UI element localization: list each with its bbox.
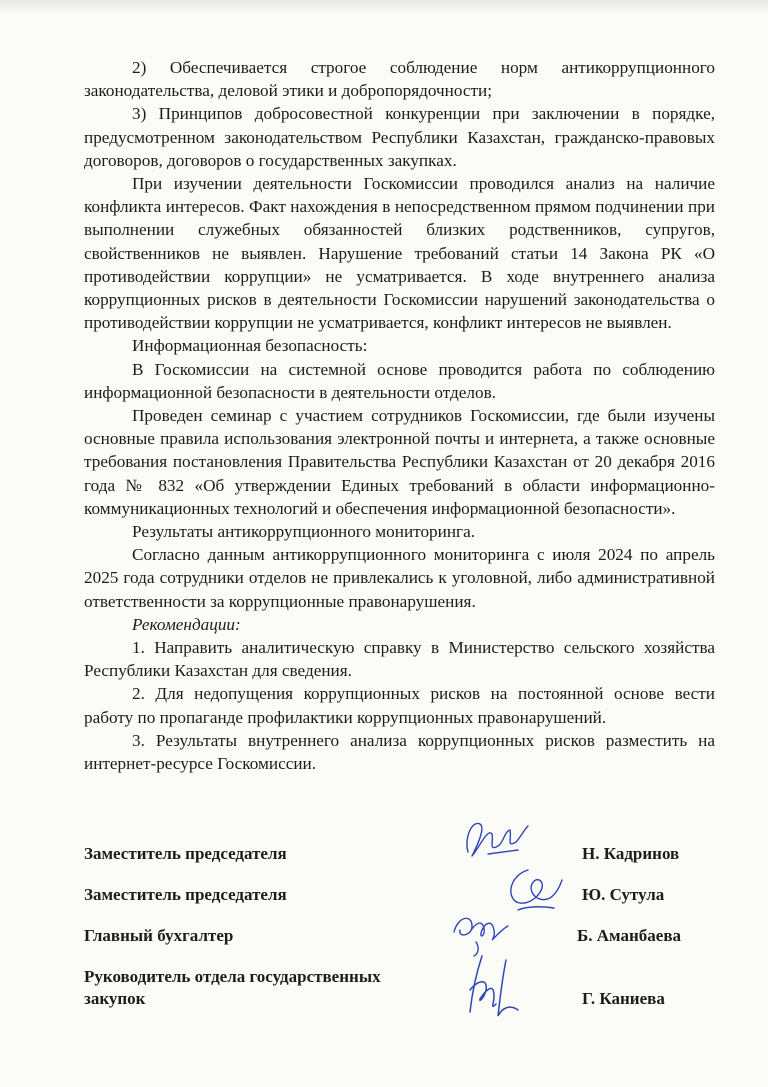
signatory-name: Н. Кадринов xyxy=(582,844,680,863)
signatory-name: Г. Каниева xyxy=(582,989,665,1008)
heading-recommendations: Рекомендации: xyxy=(132,614,241,634)
signatory-title: Руководитель отдела государственных закупок xyxy=(84,967,381,1008)
heading-info-security: Информационная безопасность: xyxy=(132,336,368,356)
document-body xyxy=(84,56,715,775)
scan-edge xyxy=(0,0,768,14)
paragraph-competition: 3) Принципов добросовестной конкуренции при заключении в порядке, предусмотренном законодательством Республики Казахстан, гражданско-правовых договоров, договоров о государственных закупках. xyxy=(84,104,715,170)
heading-monitoring: Результаты антикоррупционного мониторинга. xyxy=(132,522,476,542)
signature-kadrinov xyxy=(458,808,538,868)
signatory-title: Главный бухгалтер xyxy=(84,926,234,945)
paragraph-norms: 2) Обеспечивается строгое соблюдение норм антикоррупционного законодательства, деловой этики и добропорядочности; xyxy=(84,58,715,101)
paragraph-seminar: Проведен семинар с участием сотрудников Госкомиссии, где были изучены основные правила использования электронной почты и интернета, а также основные требования постановления Правительства Республики Казахстан от 20 декабря 2016 года № 832 «Об утверждении Единых требований в области информационно-коммуникационных технологий и обеспечения информационной безопасности». xyxy=(84,406,715,518)
paragraph-monitoring: Согласно данным антикоррупционного мониторинга с июля 2024 по апрель 2025 года сотрудники отделов не привлекались к уголовной, либо административной ответственности за коррупционные правонарушения. xyxy=(84,545,715,611)
signatory-name: Б. Аманбаева xyxy=(577,926,682,945)
paragraph-info-security: В Госкомиссии на системной основе проводится работа по соблюдению информационной безопасности в деятельности отделов. xyxy=(84,359,715,402)
recommendation-3: 3. Результаты внутреннего анализа коррупционных рисков разместить на интернет-ресурсе Госкомиссии. xyxy=(84,730,715,774)
signature-kanieva xyxy=(462,950,532,1026)
signatory-title: Заместитель председателя xyxy=(84,844,287,863)
signatory-name: Ю. Сутула xyxy=(582,885,665,904)
recommendation-2: 2. Для недопущения коррупционных рисков на постоянной основе вести работу по пропаганде профилактики коррупционных правонарушений. xyxy=(84,684,715,727)
paragraph-conflict-analysis: При изучении деятельности Госкомиссии проводился анализ на наличие конфликта интересов. Факт нахождения в непосредственном прямом подчинении при выполнении служебных обязанностей близких родственников, супругов, свойственников не выявлен. Нарушение требований статьи 14 Закона РК «О противодействии коррупции» не усматривается. В ходе внутреннего анализа коррупционных рисков в деятельности Госкомиссии нарушений законодательства о противодействии коррупции не усматривается, конфликт интересов не выявлен. xyxy=(84,174,715,333)
recommendation-1: 1. Направить аналитическую справку в Министерство сельского хозяйства Республики Казахстан для сведения. xyxy=(84,638,715,681)
signatory-title: Заместитель председателя xyxy=(84,885,287,904)
